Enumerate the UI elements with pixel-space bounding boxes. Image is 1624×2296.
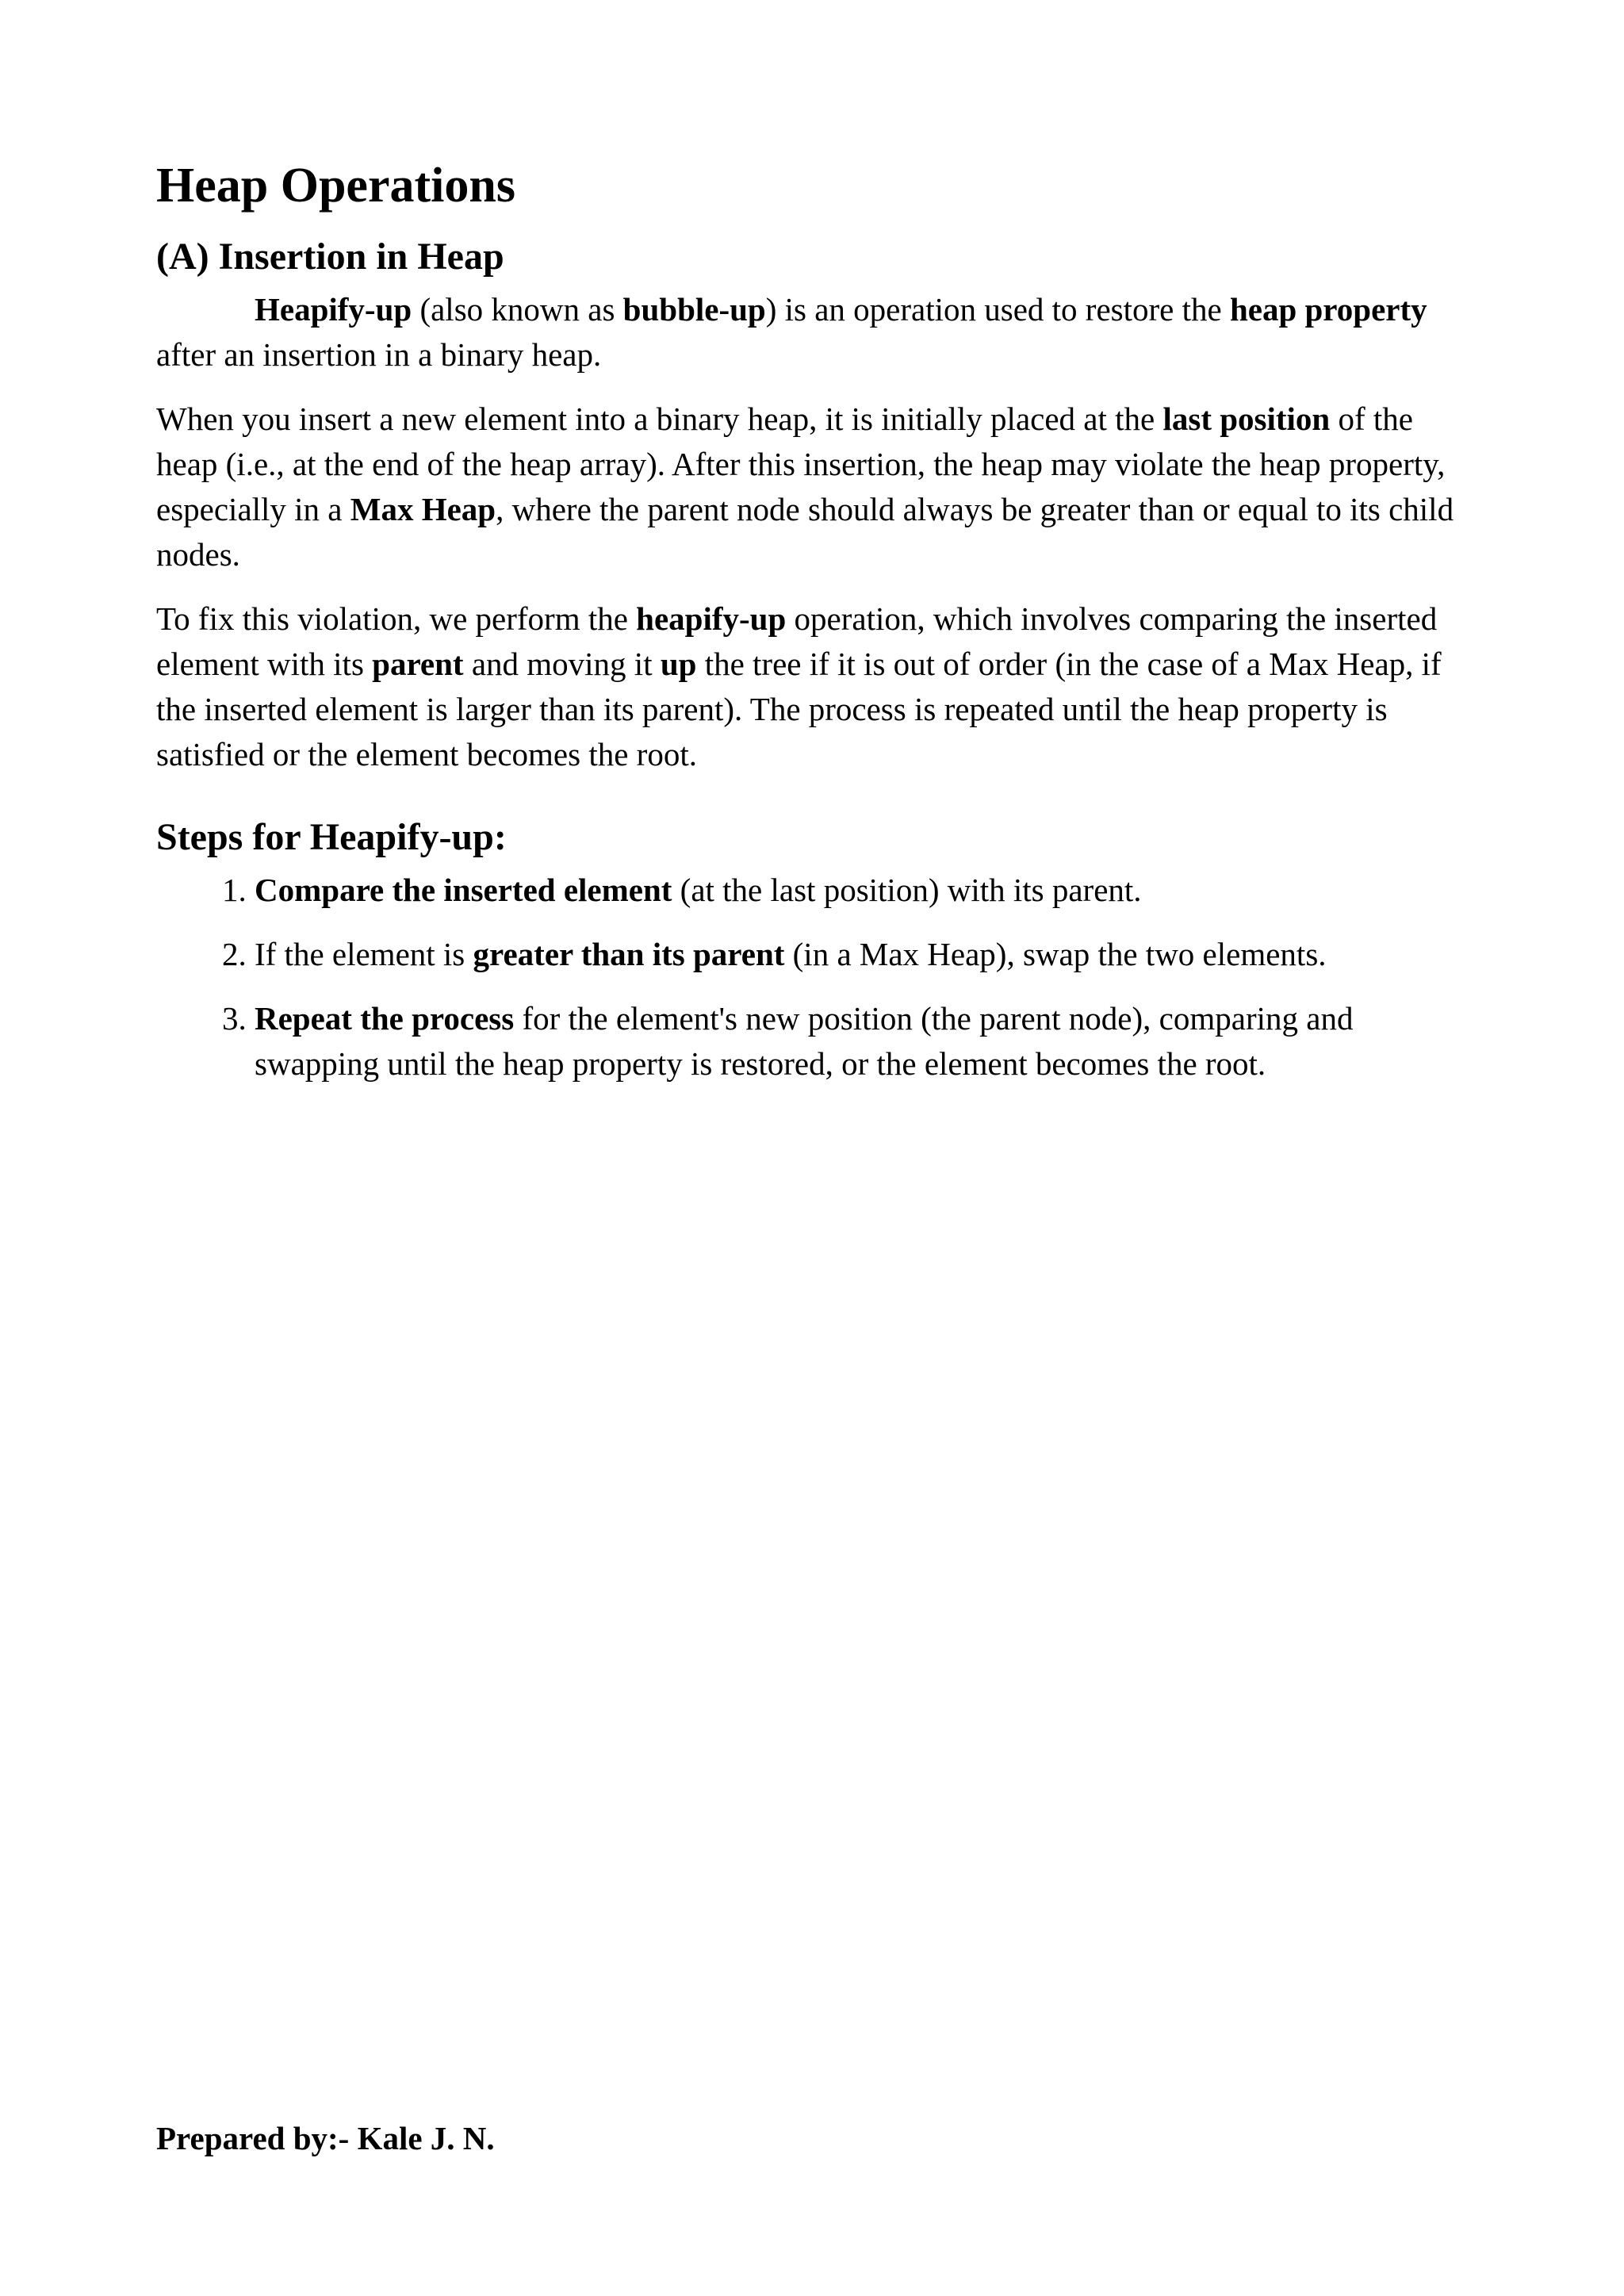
- page-title: Heap Operations: [156, 159, 515, 213]
- text-run: (also known as: [412, 291, 623, 328]
- list-item: [255, 868, 1480, 913]
- text-run: for the element's new position (the parent node), comparing and swapping until the heap property is restored, or the element becomes the root.: [255, 1000, 1354, 1082]
- bold-term: bubble-up: [622, 291, 766, 328]
- text-run: of the heap (i.e., at the end of the heap array). After this insertion, the heap may violate the heap property, especially in a: [156, 401, 1446, 527]
- bold-term: Compare the inserted element: [255, 872, 672, 908]
- list-item: [255, 996, 1480, 1087]
- paragraph-insert-element: [156, 397, 1480, 577]
- section-heading-steps: Steps for Heapify-up:: [156, 816, 507, 858]
- bold-term: heap property: [1229, 291, 1427, 328]
- document-body: [156, 152, 1480, 1106]
- text-run: If the element is: [255, 936, 473, 972]
- text-run: after an insertion in a binary heap.: [156, 336, 602, 373]
- text-run: , where the parent node should always be greater than or equal to its child nodes.: [156, 491, 1454, 573]
- text-run: To fix this violation, we perform the: [156, 600, 637, 637]
- text-run: (in a Max Heap), swap the two elements.: [784, 936, 1327, 972]
- list-item: [255, 932, 1480, 977]
- paragraph-fix-violation: [156, 596, 1480, 777]
- footer-author: Prepared by:- Kale J. N.: [156, 2120, 495, 2156]
- bold-term: heapify-up: [636, 600, 787, 637]
- bold-term: Repeat the process: [255, 1000, 515, 1037]
- text-run: When you insert a new element into a binary heap, it is initially placed at the: [156, 401, 1163, 437]
- bold-term: parent: [372, 646, 464, 682]
- text-run: the tree if it is out of order (in the case of a Max Heap, if the inserted element is larger than its parent). The process is repeated until the heap property is satisfied or the element becomes the root.: [156, 646, 1442, 772]
- bold-term: last position: [1162, 401, 1331, 437]
- bold-term: greater than its parent: [473, 936, 785, 972]
- text-run: (at the last position) with its parent.: [672, 872, 1142, 908]
- text-run: and moving it: [463, 646, 661, 682]
- paragraph-heapify-up-intro: [156, 287, 1480, 378]
- section-heading-insertion: (A) Insertion in Heap: [156, 236, 504, 278]
- bold-term: Max Heap: [350, 491, 496, 527]
- bold-term: up: [660, 646, 697, 682]
- steps-list: [156, 868, 1480, 1087]
- bold-term: Heapify-up: [255, 291, 412, 328]
- text-run: operation, which involves comparing the inserted element with its: [156, 600, 1438, 682]
- text-run: ) is an operation used to restore the: [765, 291, 1230, 328]
